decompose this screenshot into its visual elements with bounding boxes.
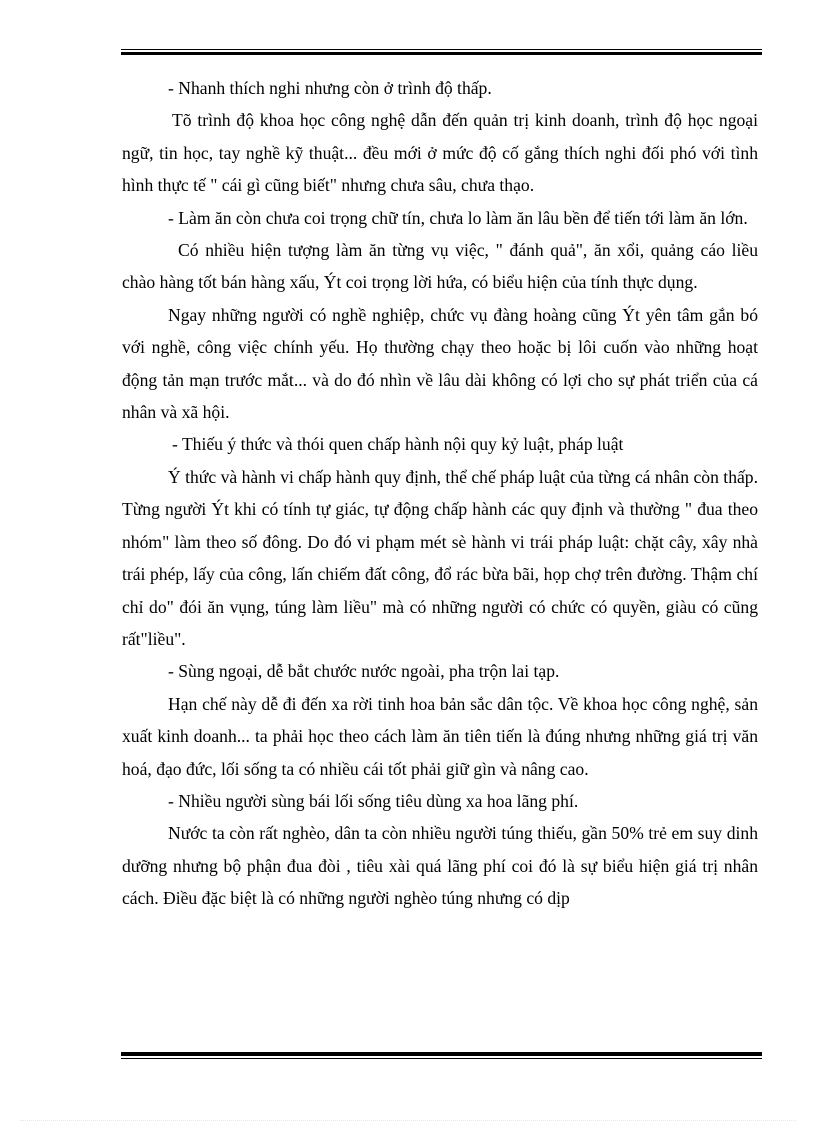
- document-body: [122, 72, 758, 915]
- paragraph: Nước ta còn rất nghèo, dân ta còn nhiều người túng thiếu, gần 50% trẻ em suy dinh dưỡng nhưng bộ phận đua đòi , tiêu xài quá lãng phí coi đó là sự biểu hiện giá trị nhân cách. Điều đặc biệt là có những người nghèo túng nhưng có dịp: [122, 823, 758, 909]
- page-edge-divider: [20, 1120, 796, 1121]
- paragraph: - Sùng ngoại, dễ bắt chước nước ngoài, pha trộn lai tạp.: [168, 661, 560, 682]
- paragraph: - Thiếu ý thức và thói quen chấp hành nội quy kỷ luật, pháp luật: [172, 434, 624, 455]
- paragraph: Ngay những người có nghề nghiệp, chức vụ đàng hoàng cũng Ýt yên tâm gắn bó với nghề, công việc chính yếu. Họ thường chạy theo hoặc bị lôi cuốn vào những hoạt động tản mạn trước mắt... và do đó nhìn về lâu dài không có lợi cho sự phát triển của cá nhân và xã hội.: [122, 304, 758, 423]
- paragraph: - Làm ăn còn chưa coi trọng chữ tín, chưa lo làm ăn lâu bền để tiến tới làm ăn lớn.: [168, 207, 748, 228]
- header-rule: [121, 49, 762, 55]
- paragraph: Hạn chế này dễ đi đến xa rời tinh hoa bản sắc dân tộc. Về khoa học công nghệ, sản xuất kinh doanh... ta phải học theo cách làm ăn tiên tiến là đúng nhưng những giá trị văn hoá, đạo đức, lối sống ta có nhiều cái tốt phải giữ gìn và nâng cao.: [122, 693, 758, 779]
- footer-rule: [121, 1052, 762, 1059]
- paragraph: Tõ trình độ khoa học công nghệ dẫn đến quản trị kinh doanh, trình độ học ngoại ngữ, tin học, tay nghề kỹ thuật... đều mới ở mức độ cố gắng thích nghi đối phó với tình hình thực tế " cái gì cũng biết" nhưng chưa sâu, chưa thạo.: [122, 110, 758, 196]
- paragraph: Ý thức và hành vi chấp hành quy định, thể chế pháp luật của từng cá nhân còn thấp. Từng người Ýt khi có tính tự giác, tự động chấp hành các quy định và thường " đua theo nhóm" làm theo số đông. Do đó vi phạm mét sè hành vi trái pháp luật: chặt cây, xây nhà trái phép, lấy của công, lấn chiếm đất công, đổ rác bừa bãi, họp chợ trên đường. Thậm chí chỉ do" đói ăn vụng, túng làm liều" mà có những người có chức có quyền, giàu có cũng rất"liều".: [122, 466, 758, 649]
- paragraph: - Nhanh thích nghi nhưng còn ở trình độ thấp.: [168, 78, 492, 98]
- paragraph: - Nhiều người sùng bái lối sống tiêu dùng xa hoa lãng phí.: [168, 790, 579, 811]
- paragraph: Có nhiều hiện tượng làm ăn từng vụ việc, " đánh quả", ăn xổi, quảng cáo liều chào hàng tốt bán hàng xấu, Ýt coi trọng lời hứa, có biểu hiện của tính thực dụng.: [122, 240, 758, 293]
